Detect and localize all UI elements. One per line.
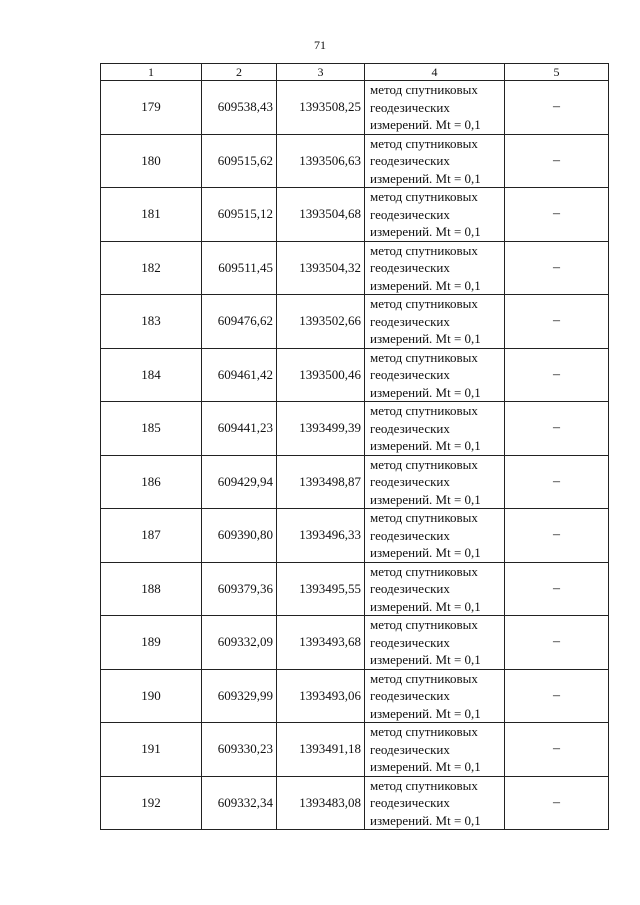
note-dash: – — [505, 723, 609, 777]
method-line: метод спутниковых — [370, 403, 478, 418]
coordinate-x: 609538,43 — [202, 81, 277, 135]
method-line: метод спутниковых — [370, 617, 478, 632]
method-description — [365, 776, 505, 830]
method-description — [365, 81, 505, 135]
table-row — [101, 455, 609, 509]
coordinate-y: 1393493,06 — [277, 669, 365, 723]
column-header-3: 3 — [277, 64, 365, 81]
note-dash: – — [505, 188, 609, 242]
note-dash: – — [505, 241, 609, 295]
method-description — [365, 348, 505, 402]
method-line: метод спутниковых — [370, 456, 478, 472]
method-line: геодезических — [370, 367, 450, 382]
point-number: 187 — [101, 509, 202, 563]
method-line: метод спутниковых — [370, 349, 478, 365]
method-line: измерений. Mt = 0,1 — [370, 117, 481, 132]
coordinate-y: 1393498,87 — [277, 455, 365, 509]
method-description — [365, 188, 505, 242]
column-header-4: 4 — [365, 64, 505, 81]
column-header-2: 2 — [202, 64, 277, 81]
coordinate-x: 609511,45 — [202, 241, 277, 295]
method-line: метод спутниковых — [370, 242, 478, 258]
method-line: измерений. Mt = 0,1 — [370, 705, 481, 721]
point-number: 185 — [101, 402, 202, 456]
coordinate-y: 1393495,55 — [277, 562, 365, 616]
point-number: 191 — [101, 723, 202, 777]
table-body — [101, 81, 609, 830]
point-number: 184 — [101, 348, 202, 402]
header-row — [101, 64, 609, 81]
coordinate-y: 1393508,25 — [277, 81, 365, 135]
point-number: 192 — [101, 776, 202, 830]
method-line: измерений. Mt = 0,1 — [370, 598, 481, 614]
method-description — [365, 455, 505, 509]
method-line: геодезических — [370, 795, 450, 810]
method-line: метод спутниковых — [370, 135, 478, 151]
method-line: геодезических — [370, 527, 450, 543]
table-row — [101, 241, 609, 295]
coordinate-y: 1393504,32 — [277, 241, 365, 295]
coordinate-x: 609332,09 — [202, 616, 277, 670]
method-line: метод спутниковых — [370, 670, 478, 686]
method-line: геодезических — [370, 153, 450, 168]
method-line: измерений. Mt = 0,1 — [370, 170, 481, 186]
method-line: метод спутниковых — [370, 777, 478, 793]
table-row — [101, 295, 609, 349]
point-number: 181 — [101, 188, 202, 242]
note-dash: – — [505, 509, 609, 563]
column-header-1: 1 — [101, 64, 202, 81]
method-description — [365, 562, 505, 616]
point-number: 186 — [101, 455, 202, 509]
coordinate-x: 609329,99 — [202, 669, 277, 723]
coordinate-x: 609330,23 — [202, 723, 277, 777]
table-row — [101, 562, 609, 616]
note-dash: – — [505, 455, 609, 509]
coordinate-y: 1393493,68 — [277, 616, 365, 670]
method-description — [365, 616, 505, 670]
method-line: геодезических — [370, 581, 450, 596]
coordinate-y: 1393502,66 — [277, 295, 365, 349]
method-line: геодезических — [370, 260, 450, 275]
method-line: измерений. Mt = 0,1 — [370, 438, 481, 453]
table-header — [101, 64, 609, 81]
table-row — [101, 776, 609, 830]
coordinate-x: 609429,94 — [202, 455, 277, 509]
table-row — [101, 402, 609, 456]
method-description — [365, 402, 505, 456]
note-dash: – — [505, 81, 609, 135]
coordinate-y: 1393499,39 — [277, 402, 365, 456]
method-line: измерений. Mt = 0,1 — [370, 545, 481, 560]
page-number: 71 — [314, 38, 326, 52]
table-row — [101, 188, 609, 242]
method-description — [365, 723, 505, 777]
point-number: 183 — [101, 295, 202, 349]
method-line: геодезических — [370, 474, 450, 489]
note-dash: – — [505, 616, 609, 670]
method-line: геодезических — [370, 741, 450, 757]
table-row — [101, 134, 609, 188]
note-dash: – — [505, 402, 609, 456]
note-dash: – — [505, 776, 609, 830]
note-dash: – — [505, 669, 609, 723]
table-row — [101, 509, 609, 563]
method-line: измерений. Mt = 0,1 — [370, 812, 481, 828]
method-line: измерений. Mt = 0,1 — [370, 384, 481, 400]
method-line: измерений. Mt = 0,1 — [370, 491, 481, 507]
method-line: измерений. Mt = 0,1 — [370, 224, 481, 239]
coordinate-x: 609515,62 — [202, 134, 277, 188]
table-row — [101, 669, 609, 723]
note-dash: – — [505, 348, 609, 402]
method-line: геодезических — [370, 634, 450, 650]
point-number: 190 — [101, 669, 202, 723]
coordinates-table — [100, 63, 609, 830]
method-line: геодезических — [370, 688, 450, 703]
coordinate-y: 1393506,63 — [277, 134, 365, 188]
coordinate-y: 1393496,33 — [277, 509, 365, 563]
coordinate-y: 1393483,08 — [277, 776, 365, 830]
method-line: метод спутниковых — [370, 296, 478, 311]
method-line: измерений. Mt = 0,1 — [370, 277, 481, 293]
table-row — [101, 616, 609, 670]
column-header-5: 5 — [505, 64, 609, 81]
note-dash: – — [505, 562, 609, 616]
coordinate-y: 1393500,46 — [277, 348, 365, 402]
method-description — [365, 241, 505, 295]
coordinate-y: 1393504,68 — [277, 188, 365, 242]
table-row — [101, 723, 609, 777]
note-dash: – — [505, 295, 609, 349]
method-line: метод спутниковых — [370, 563, 478, 579]
coordinate-x: 609461,42 — [202, 348, 277, 402]
point-number: 189 — [101, 616, 202, 670]
table-row — [101, 348, 609, 402]
point-number: 188 — [101, 562, 202, 616]
method-description — [365, 295, 505, 349]
table-row — [101, 81, 609, 135]
method-line: измерений. Mt = 0,1 — [370, 652, 481, 667]
coordinate-x: 609379,36 — [202, 562, 277, 616]
coordinate-y: 1393491,18 — [277, 723, 365, 777]
point-number: 182 — [101, 241, 202, 295]
method-line: геодезических — [370, 206, 450, 222]
method-line: геодезических — [370, 420, 450, 436]
coordinate-x: 609390,80 — [202, 509, 277, 563]
method-line: геодезических — [370, 99, 450, 115]
coordinate-x: 609515,12 — [202, 188, 277, 242]
coordinate-x: 609332,34 — [202, 776, 277, 830]
method-description — [365, 509, 505, 563]
method-line: метод спутниковых — [370, 510, 478, 525]
coordinate-x: 609476,62 — [202, 295, 277, 349]
method-line: метод спутниковых — [370, 724, 478, 739]
method-line: метод спутниковых — [370, 189, 478, 204]
method-description — [365, 134, 505, 188]
point-number: 180 — [101, 134, 202, 188]
note-dash: – — [505, 134, 609, 188]
method-line: измерений. Mt = 0,1 — [370, 331, 481, 346]
method-line: метод спутниковых — [370, 82, 478, 97]
point-number: 179 — [101, 81, 202, 135]
coordinate-x: 609441,23 — [202, 402, 277, 456]
method-description — [365, 669, 505, 723]
method-line: геодезических — [370, 313, 450, 329]
method-line: измерений. Mt = 0,1 — [370, 759, 481, 774]
